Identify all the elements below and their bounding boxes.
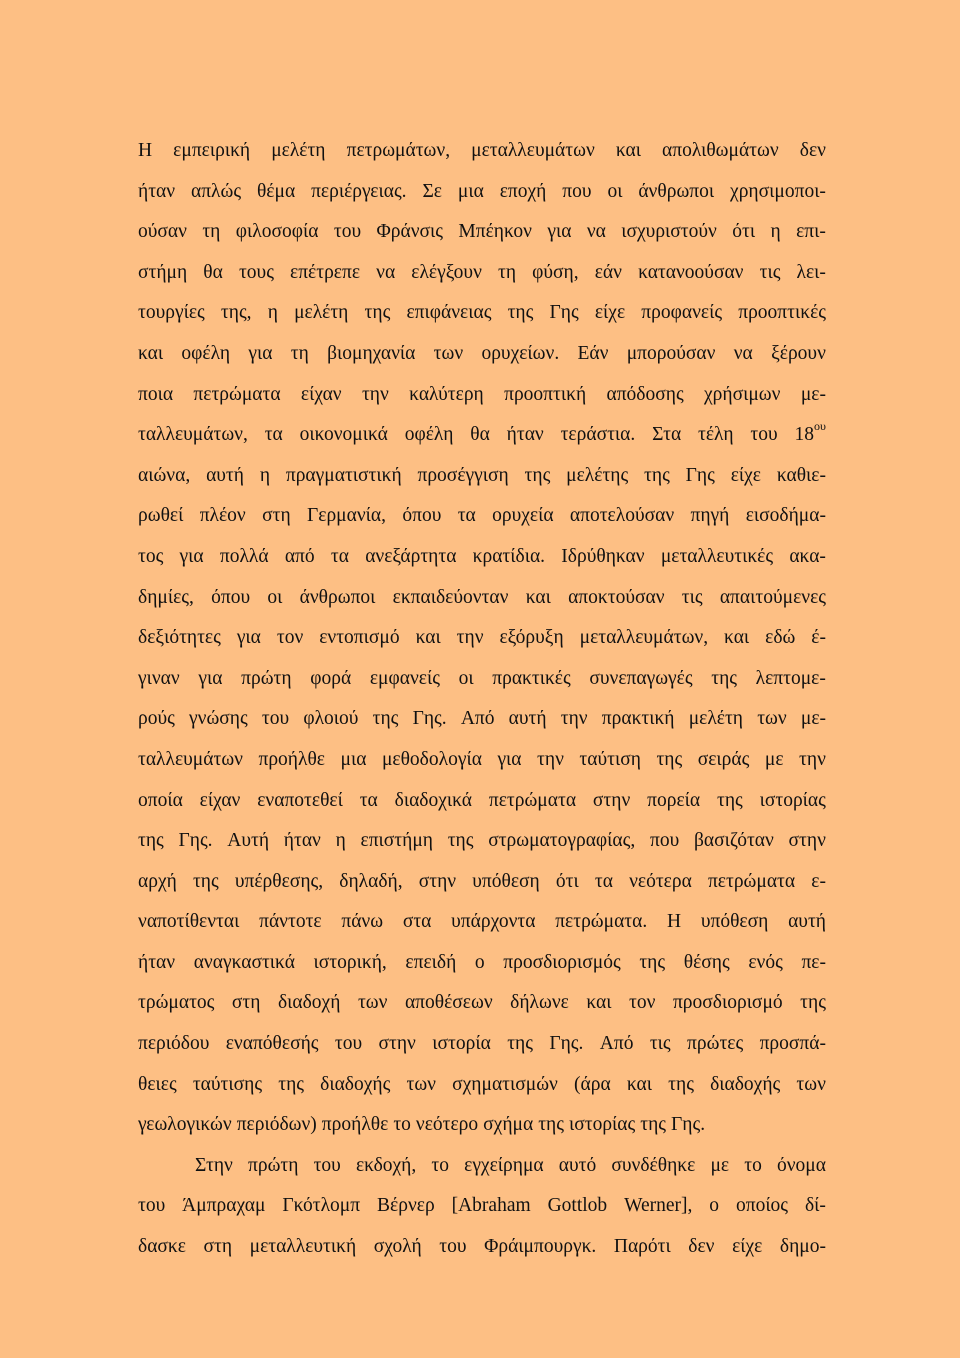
- text-line: ούσαν τη φιλοσοφία του Φράνσις Μπέηκον για να ισχυριστούν ότι η επι-: [138, 221, 826, 243]
- text-line: αρχή της υπέρθεσης, δηλαδή, στην υπόθεση ότι τα νεότερα πετρώματα ε-: [138, 870, 826, 892]
- text-line: ρούς γνώσης του φλοιού της Γης. Από αυτή την πρακτική μελέτη των με-: [138, 708, 826, 730]
- text-line: του Άμπραχαμ Γκότλομπ Βέρνερ [Abraham Gottlob Werner], ο οποίος δί-: [138, 1195, 826, 1217]
- text-line: τρώματος στη διαδοχή των αποθέσεων δήλωνε και τον προσδιορισμό της: [138, 992, 826, 1014]
- text-line: της Γης. Αυτή ήταν η επιστήμη της στρωματογραφίας, που βασιζόταν στην: [138, 830, 826, 852]
- text-line: Η εμπειρική μελέτη πετρωμάτων, μεταλλευμάτων και απολιθωμάτων δεν: [138, 140, 826, 161]
- text-line: δημίες, όπου οι άνθρωποι εκπαιδεύονταν και αποκτούσαν τις απαιτούμενες: [138, 586, 826, 608]
- text-line: γεωλογικών περιόδων) προήλθε το νεότερο σχήμα της ιστορίας της Γης.: [138, 1114, 706, 1136]
- text-line: ταλλευμάτων προήλθε μια μεθοδολογία για την ταύτιση της σειράς με την: [138, 748, 826, 770]
- text-line: ποια πετρώματα είχαν την καλύτερη προοπτική απόδοσης χρήσιμων με-: [138, 383, 826, 405]
- text-line: και οφέλη για τη βιομηχανία των ορυχείων. Εάν μπορούσαν να ξέρουν: [138, 342, 826, 364]
- text-line: ταλλευμάτων, τα οικονομικά οφέλη θα ήταν τεράστια. Στα τέλη του $18^{o\upsilon}$: [138, 418, 826, 446]
- text-line: Στην πρώτη του εκδοχή, το εγχείρημα αυτό συνδέθηκε με το όνομα: [195, 1154, 826, 1176]
- text-line: τος για πολλά από τα ανεξάρτητα κρατίδια. Ιδρύθηκαν μεταλλευτικές ακα-: [138, 545, 826, 567]
- text-line: ήταν αναγκαστικά ιστορική, επειδή ο προσδιορισμός της θέσης ενός πε-: [138, 951, 826, 973]
- text-line: αιώνα, αυτή η πραγματιστική προσέγγιση της μελέτης της Γης είχε καθιε-: [138, 464, 826, 486]
- text-line: γιναν για πρώτη φορά εμφανείς οι πρακτικές συνεπαγωγές της λεπτομε-: [138, 667, 826, 689]
- text-line: δασκε στη μεταλλευτική σχολή του Φράιμπουργκ. Παρότι δεν είχε δημο-: [138, 1236, 826, 1258]
- text-line: στήμη θα τους επέτρεπε να ελέγξουν τη φύση, εάν κατανοούσαν τις λει-: [138, 261, 826, 283]
- text-line: ναποτίθενται πάντοτε πάνω στα υπάρχοντα πετρώματα. Η υπόθεση αυτή: [138, 911, 826, 933]
- text-line: τουργίες της, η μελέτη της επιφάνειας της Γης είχε προφανείς προοπτικές: [138, 302, 826, 324]
- text-line: περιόδου εναπόθεσής του στην ιστορία της Γης. Από τις πρώτες προσπά-: [138, 1033, 826, 1055]
- paragraph: [138, 131, 826, 1146]
- body-text: [138, 131, 826, 1268]
- text-line: ήταν απλώς θέμα περιέργειας. Σε μια εποχή που οι άνθρωποι χρησιμοποι-: [138, 180, 826, 202]
- paragraph: [138, 1146, 826, 1268]
- text-line: οποία είχαν εναποτεθεί τα διαδοχικά πετρώματα στην πορεία της ιστορίας: [138, 789, 826, 811]
- text-line: θειες ταύτισης της διαδοχής των σχηματισμών (άρα και της διαδοχής των: [138, 1073, 826, 1095]
- text-line: δεξιότητες για τον εντοπισμό και την εξόρυξη μεταλλευμάτων, και εδώ έ-: [138, 627, 826, 649]
- text-line: ρωθεί πλέον στη Γερμανία, όπου τα ορυχεία αποτελούσαν πηγή εισοδήμα-: [138, 505, 826, 527]
